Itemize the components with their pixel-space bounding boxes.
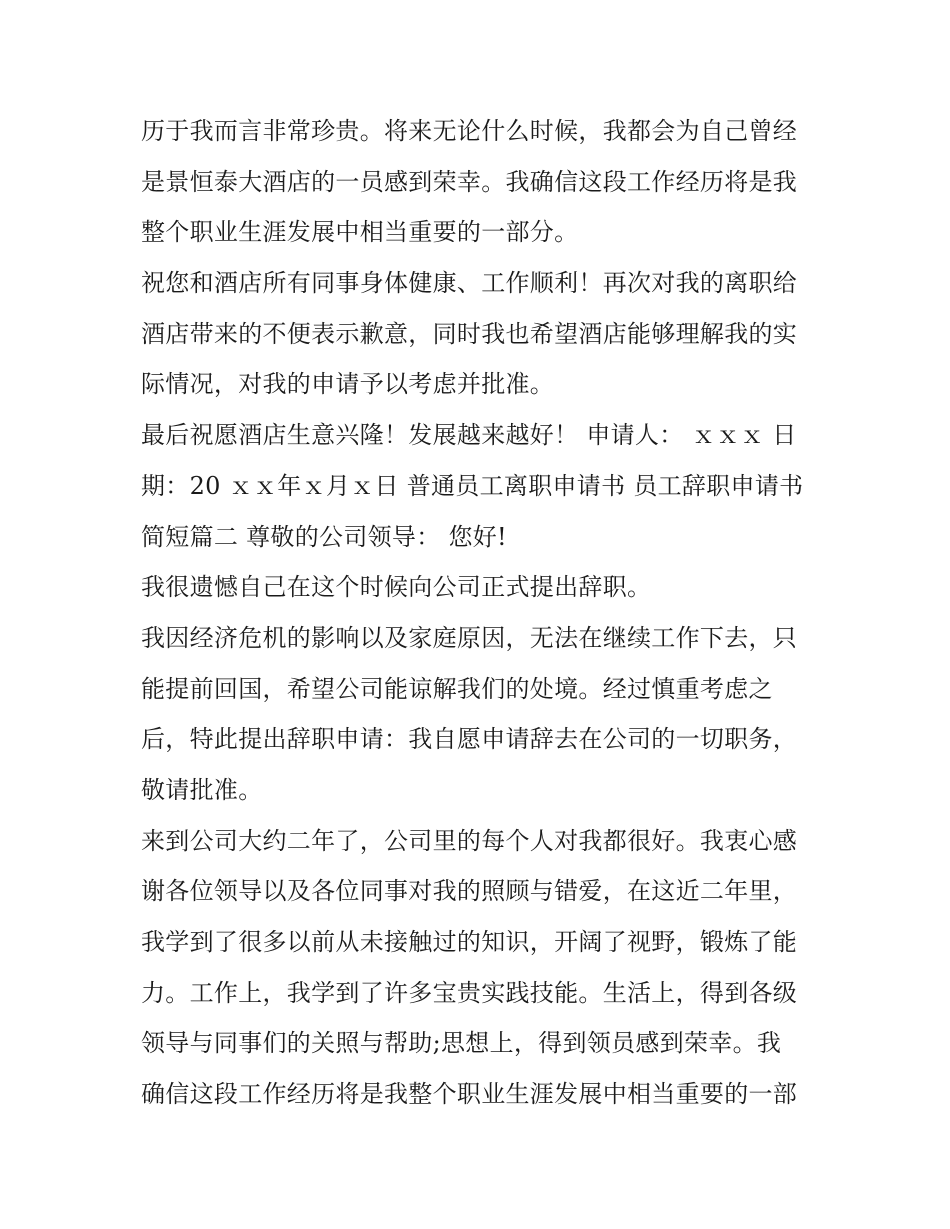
text-line: 敬请批准。 xyxy=(141,775,263,804)
text-line: 我学到了很多以前从未接触过的知识，开阔了视野，锻炼了能 xyxy=(141,928,798,956)
text-line: 祝您和酒店所有同事身体健康、工作顺利！再次对我的离职给 xyxy=(141,269,798,298)
text-line: 简短篇二 尊敬的公司领导： 您好! xyxy=(141,522,508,551)
text-line: 整个职业生涯发展中相当重要的一部分。 xyxy=(141,218,579,247)
text-line: 历于我而言非常珍贵。将来无论什么时候，我都会为自己曾经 xyxy=(141,117,798,145)
text-line: 期：20 ｘｘ年ｘ月ｘ日 普通员工离职申请书 员工辞职申请书 xyxy=(141,471,804,500)
text-line: 际情况，对我的申请予以考虑并批准。 xyxy=(141,370,555,399)
text-line: 最后祝愿酒店生意兴隆！发展越来越好！ 申请人： ｘｘｘ 日 xyxy=(141,421,797,450)
text-line: 谢各位领导以及各位同事对我的照顾与错爱，在这近二年里， xyxy=(141,877,798,906)
text-line: 后，特此提出辞职申请：我自愿申请辞去在公司的一切职务， xyxy=(141,725,798,754)
text-line: 来到公司大约二年了，公司里的每个人对我都很好。我衷心感 xyxy=(141,826,798,855)
text-line: 我很遗憾自己在这个时候向公司正式提出辞职。 xyxy=(141,573,652,602)
text-line: 确信这段工作经历将是我整个职业生涯发展中相当重要的一部 xyxy=(141,1080,798,1109)
text-line: 酒店带来的不便表示歉意，同时我也希望酒店能够理解我的实 xyxy=(141,319,798,348)
document-body xyxy=(141,106,813,1120)
text-line: 领导与同事们的关照与帮助;思想上，得到领员感到荣幸。我 xyxy=(141,1029,782,1058)
text-line: 是景恒泰大酒店的一员感到荣幸。我确信这段工作经历将是我 xyxy=(141,167,798,196)
text-line: 我因经济危机的影响以及家庭原因，无法在继续工作下去，只 xyxy=(141,623,798,652)
text-line: 力。工作上，我学到了许多宝贵实践技能。生活上，得到各级 xyxy=(141,978,798,1007)
text-line: 能提前回国，希望公司能谅解我们的处境。经过慎重考虑之 xyxy=(141,674,773,703)
